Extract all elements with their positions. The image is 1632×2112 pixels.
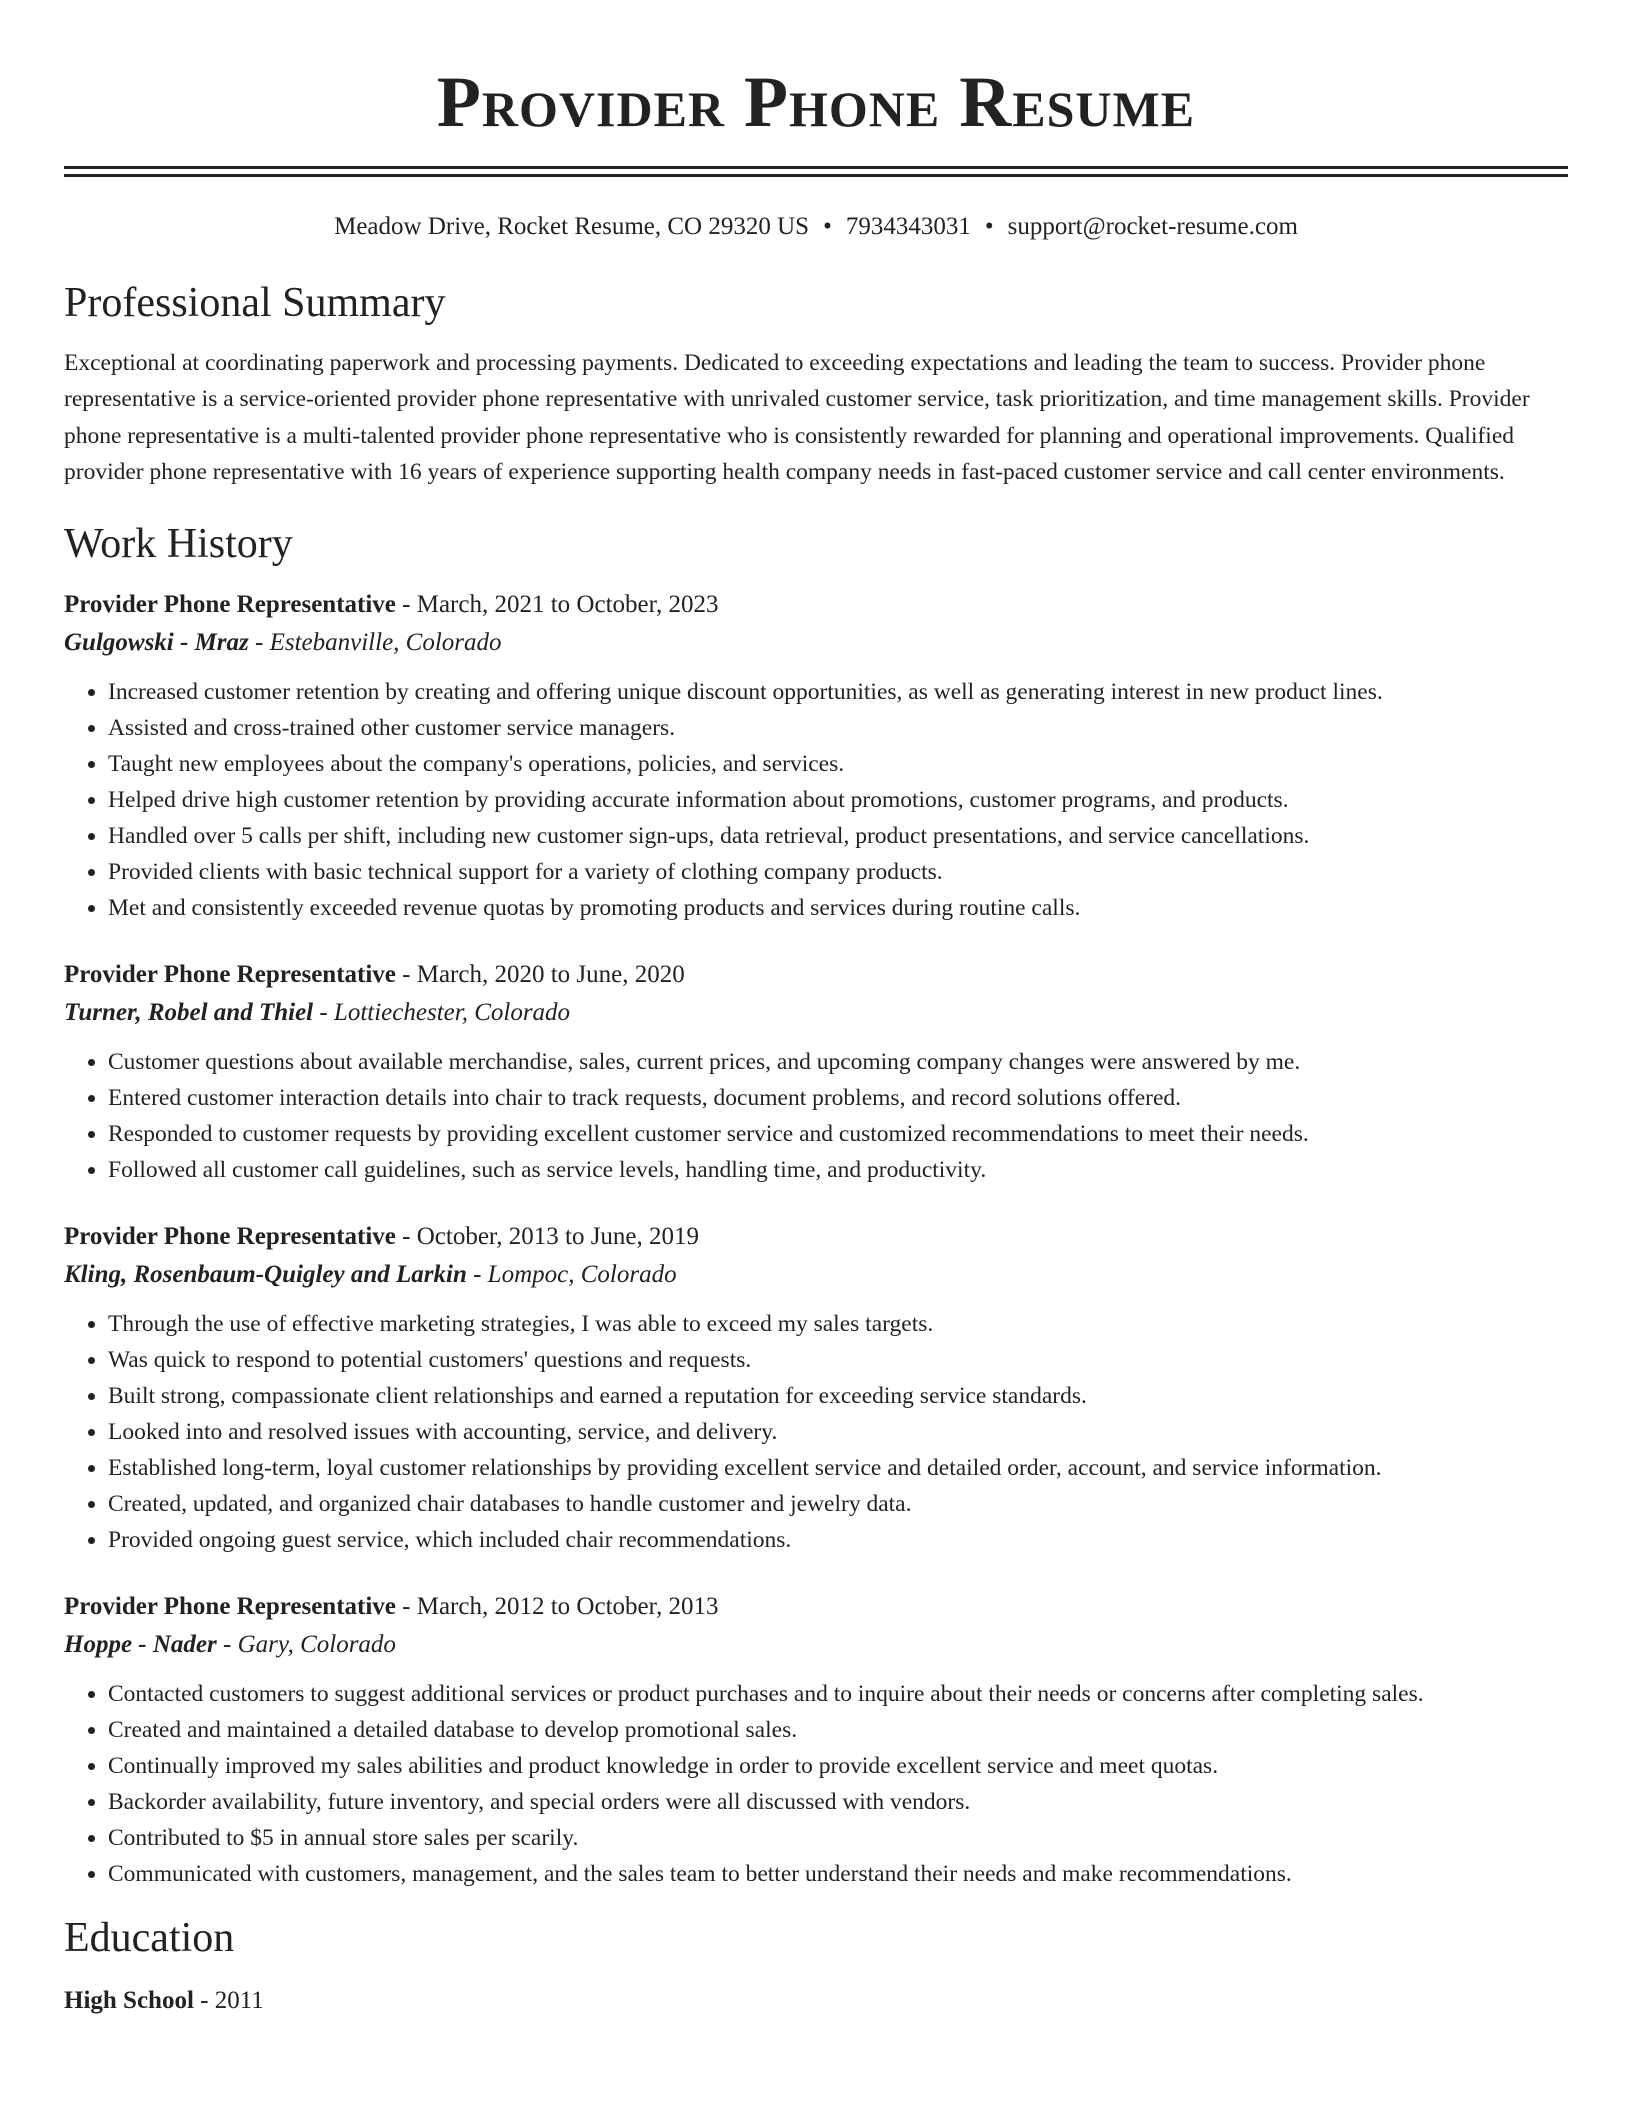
duty-list — [64, 1676, 1568, 1892]
job-dates: - March, 2012 to October, 2013 — [395, 1593, 719, 1621]
job-entry — [64, 1218, 1568, 1558]
job-title-line — [64, 586, 1568, 624]
job-role: Provider Phone Representative — [64, 591, 396, 619]
job-title-line — [64, 1588, 1568, 1626]
duty-item: • Looked into and resolved issues with accounting, service, and delivery. — [108, 1414, 1568, 1450]
education-heading: Education — [64, 1915, 235, 1962]
duty-item: • Backorder availability, future inventory, and special orders were all discussed with vendors. — [108, 1784, 1568, 1820]
duty-item: • Built strong, compassionate client relationships and earned a reputation for exceeding service standards. — [108, 1378, 1568, 1414]
summary-text: Exceptional at coordinating paperwork and processing payments. Dedicated to exceeding expectations and leading the team to success. Provider phone representative is a service-oriented provider phone representative with unrivaled customer service, task prioritization, and time management skills. Provider phone representative is a multi-talented provider phone representative who is consistently rewarded for planning and operational improvements. Qualified provider phone representative with 16 years of experience supporting health company needs in fast-paced customer service and call center environments. — [64, 350, 1530, 485]
resume-page — [64, 0, 1568, 2020]
duty-list — [64, 674, 1568, 926]
duty-item: • Followed all customer call guidelines, such as service levels, handling time, and productivity. — [108, 1152, 1568, 1188]
duty-item: • Provided clients with basic technical support for a variety of clothing company products. — [108, 854, 1568, 890]
job-entry — [64, 586, 1568, 926]
duty-item: • Created and maintained a detailed database to develop promotional sales. — [108, 1712, 1568, 1748]
job-title-line — [64, 956, 1568, 994]
job-role: Provider Phone Representative — [64, 1223, 396, 1251]
duty-item: • Created, updated, and organized chair databases to handle customer and jewelry data. — [108, 1486, 1568, 1522]
duty-item: • Established long-term, loyal customer relationships by providing excellent service and detailed order, account, and service information. — [108, 1450, 1568, 1486]
title-divider — [64, 166, 1568, 177]
duty-item: • Increased customer retention by creating and offering unique discount opportunities, as well as generating interest in new product lines. — [108, 674, 1568, 710]
job-company: Kling, Rosenbaum-Quigley and Larkin — [64, 1261, 467, 1289]
job-dates: - October, 2013 to June, 2019 — [395, 1223, 700, 1251]
contact-line — [64, 211, 1568, 243]
company-line — [64, 624, 1568, 662]
duty-list — [64, 1306, 1568, 1558]
duty-item: • Contributed to $5 in annual store sales per scarily. — [108, 1820, 1568, 1856]
education-year: - 2011 — [193, 1987, 264, 2015]
summary-heading: Professional Summary — [64, 280, 446, 326]
job-dates: - March, 2021 to October, 2023 — [395, 591, 719, 619]
job-title-line — [64, 1218, 1568, 1256]
job-entry — [64, 1588, 1568, 1892]
duty-item: • Communicated with customers, management, and the sales team to better understand their needs and make recommendations. — [108, 1856, 1568, 1892]
job-company: Turner, Robel and Thiel — [64, 999, 314, 1027]
job-company: Gulgowski - Mraz — [64, 629, 249, 657]
duty-list — [64, 1044, 1568, 1188]
duty-item: • Provided ongoing guest service, which included chair recommendations. — [108, 1522, 1568, 1558]
contact-phone: 7934343031 — [845, 213, 971, 240]
duty-item: • Assisted and cross-trained other customer service managers. — [108, 710, 1568, 746]
resume-title: Provider Phone Resume — [436, 62, 1196, 142]
duty-item: • Entered customer interaction details into chair to track requests, document problems, and record solutions offered. — [108, 1080, 1568, 1116]
job-entry — [64, 956, 1568, 1188]
duty-item: • Taught new employees about the company's operations, policies, and services. — [108, 746, 1568, 782]
contact-address: Meadow Drive, Rocket Resume, CO 29320 US — [334, 213, 810, 240]
duty-item: • Helped drive high customer retention by providing accurate information about promotions, customer programs, and products. — [108, 782, 1568, 818]
education-entry — [64, 1982, 1568, 2020]
job-role: Provider Phone Representative — [64, 1593, 396, 1621]
company-line — [64, 1256, 1568, 1294]
job-dates: - March, 2020 to June, 2020 — [395, 961, 685, 989]
duty-item: • Met and consistently exceeded revenue quotas by promoting products and services during routine calls. — [108, 890, 1568, 926]
job-location: - Lottiechester, Colorado — [313, 999, 571, 1027]
duty-item: • Customer questions about available merchandise, sales, current prices, and upcoming company changes were answered by me. — [108, 1044, 1568, 1080]
job-company: Hoppe - Nader — [64, 1631, 217, 1659]
contact-separator: • — [823, 213, 832, 240]
duty-item: • Was quick to respond to potential customers' questions and requests. — [108, 1342, 1568, 1378]
duty-item: • Responded to customer requests by providing excellent customer service and customized recommendations to meet their needs. — [108, 1116, 1568, 1152]
duty-item: • Through the use of effective marketing strategies, I was able to exceed my sales targets. — [108, 1306, 1568, 1342]
contact-separator: • — [984, 213, 994, 240]
duty-item: • Contacted customers to suggest additional services or product purchases and to inquire about their needs or concerns after completing sales. — [108, 1676, 1568, 1712]
education-degree: High School — [64, 1987, 194, 2015]
company-line — [64, 1626, 1568, 1664]
duty-item: • Continually improved my sales abilities and product knowledge in order to provide excellent service and meet quotas. — [108, 1748, 1568, 1784]
contact-email: support@rocket-resume.com — [1007, 213, 1298, 240]
duty-item: • Handled over 5 calls per shift, including new customer sign-ups, data retrieval, product presentations, and service cancellations. — [108, 818, 1568, 854]
job-location: - Gary, Colorado — [216, 1631, 396, 1659]
job-location: - Lompoc, Colorado — [466, 1261, 677, 1289]
job-role: Provider Phone Representative — [64, 961, 396, 989]
company-line — [64, 994, 1568, 1032]
job-location: - Estebanville, Colorado — [248, 629, 502, 657]
work-history-heading: Work History — [64, 521, 293, 568]
